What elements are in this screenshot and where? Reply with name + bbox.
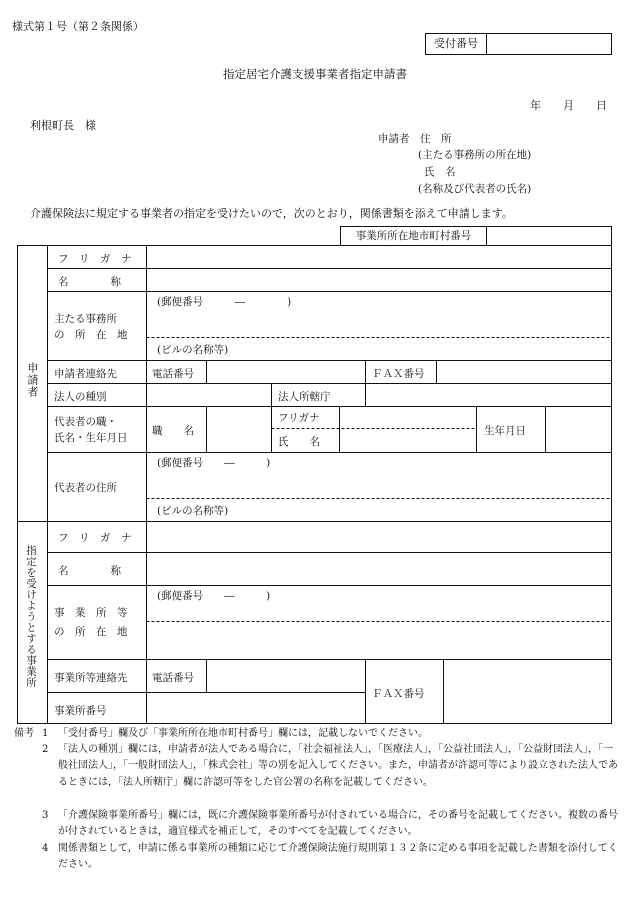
rep-building-name-field[interactable]: (ビルの名称等) [157,505,229,517]
fax-label: ＦＡＸ番号 [372,368,425,380]
applicant-name-label: 氏 名 [424,166,456,178]
rep-postal-code-field[interactable]: (郵便番号 ― ) [157,457,271,469]
applicant-name-note: (名称及び代表者の氏名) [418,183,532,195]
municipality-number-label: 事業所所在地市町村番号 [341,227,487,245]
birth-date-label: 生年月日 [484,425,526,437]
rep-address-label: 代表者の住所 [54,482,117,494]
office-number-label: 事業所番号 [54,705,107,717]
note-number: 1 [42,728,49,739]
rep-furigana-label: フリガナ [278,412,320,424]
corp-authority-label: 法人所轄庁 [278,391,331,403]
business-name-label: 名 称 [58,565,121,577]
business-phone-label: 電話番号 [152,672,194,684]
applicant-side-label: 申請者 [26,362,39,398]
phone-label: 電話番号 [152,368,194,380]
business-furigana-label: フ リ ガ ナ [58,532,132,544]
addressee: 利根町長 様 [30,119,96,132]
applicant-contact-label: 申請者連絡先 [54,368,117,380]
receipt-number-label: 受付番号 [426,34,487,54]
name-label: 名 称 [58,276,121,288]
applicant-address-label: 申請者 住 所 [378,133,452,145]
corp-type-label: 法人の種別 [54,391,107,403]
business-side-label: 指定を受けようとする事業所 [25,545,37,688]
remarks-head: 備考 [14,728,34,739]
rep-name-label: 氏 名 [278,436,320,448]
main-office-label-2: の 所 在 地 [54,329,128,341]
representative-label-1: 代表者の職・ [54,416,117,428]
note-number: 2 [42,744,49,755]
intro-sentence: 介護保険法に規定する事業者の指定を受けたいので，次のとおり，関係書類を添えて申請します。 [30,207,513,220]
business-postal-code-field[interactable]: (郵便番号 ― ) [157,590,271,602]
postal-code-field[interactable]: (郵便番号 ― ) [157,296,292,308]
representative-label-2: 氏名・生年月日 [54,432,128,444]
main-office-label-1: 主たる事務所 [54,313,117,325]
document-title: 指定居宅介護支援事業者指定申請書 [223,67,407,81]
applicant-address-note: (主たる事務所の所在地) [418,149,532,161]
form-number: 様式第１号（第２条関係） [12,20,144,33]
position-label: 職 名 [152,425,194,437]
building-name-field[interactable]: (ビルの名称等) [157,344,229,356]
note-number: 3 [42,810,49,821]
business-contact-label: 事業所等連絡先 [54,672,128,684]
furigana-label: フ リ ガ ナ [58,253,132,265]
note-1: 「受付番号」欄及び「事業所所在地市町村番号」欄には，記載しないでください。 [58,728,428,739]
business-address-label-2: の 所 在 地 [54,626,128,638]
note-3: 「介護保険事業所番号」欄には，既に介護保険事業所番号が付されている場合に，その番号を記載してください。複数の番号が付されているときは，適宜様式を補正して，そのすべてを記載してください。 [58,810,618,838]
business-fax-label: ＦＡＸ番号 [372,688,425,700]
date-line: 年 月 日 [530,99,607,112]
note-4: 関係書類として，申請に係る事業所の種類に応じて介護保険法施行規則第１３２条に定める事項を記載した書類を添付してください。 [58,843,618,871]
note-number: 4 [42,843,49,854]
business-address-label-1: 事 業 所 等 [54,607,128,619]
note-2: 「法人の種別」欄には，申請者が法人である場合に，「社会福祉法人」，「医療法人」，「公益社団法人」，「公益財団法人」，「一般社団法人」，「一般財団法人」，「株式会社」等の別を記入してください。また，申請者が許認可等により設立された法人であるときには，「法人所轄庁」欄に許認可等をした官公署の名称を記載してください。 [58,744,618,788]
